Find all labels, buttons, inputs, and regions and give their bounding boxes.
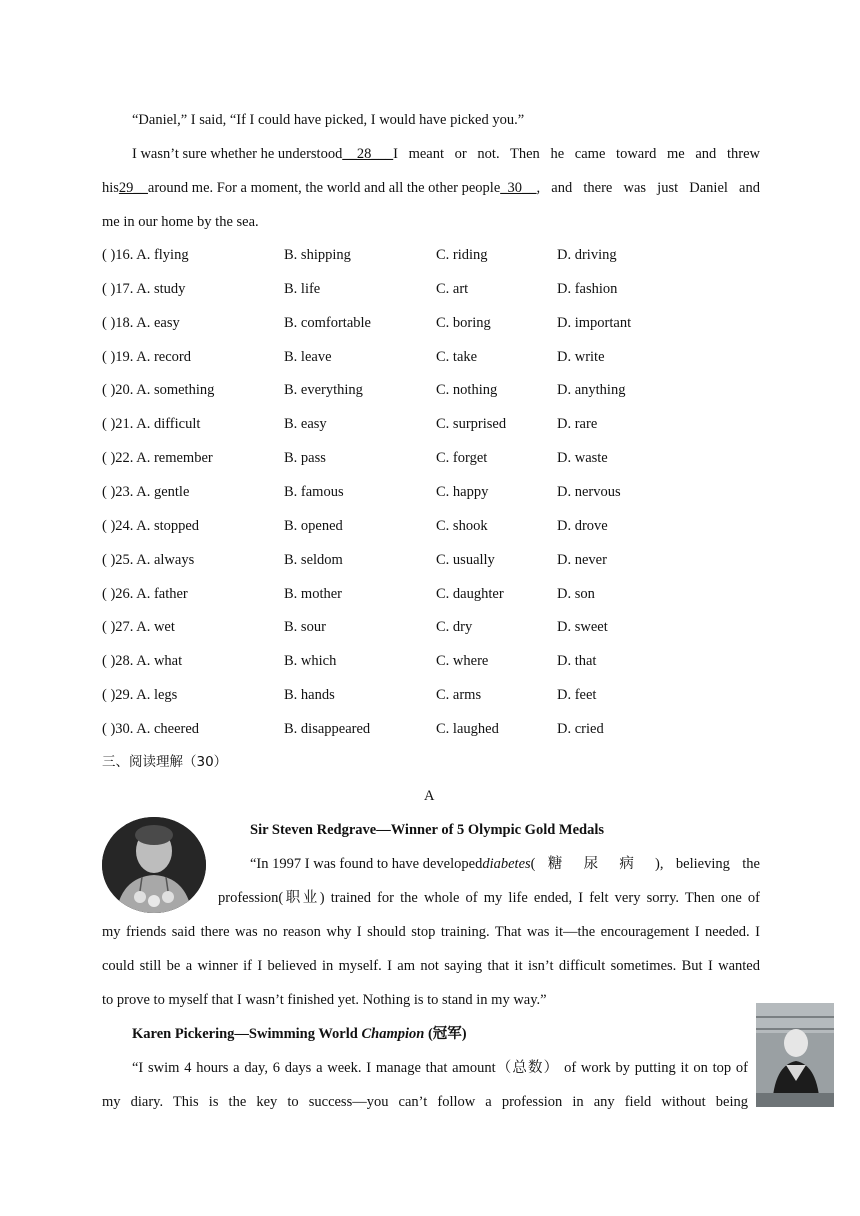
question-option-b: B. sour: [284, 619, 326, 636]
title-italic: Champion: [361, 1026, 425, 1042]
question-option-b: B. mother: [284, 585, 342, 602]
question-option-a: ( )25. A. always: [102, 551, 195, 568]
question-option-b: B. everything: [284, 382, 363, 399]
question-option-c: C. arms: [436, 687, 482, 704]
question-option-d: D. fashion: [557, 280, 618, 297]
question-option-a: ( )24. A. stopped: [102, 517, 200, 534]
question-option-b: B. leave: [284, 348, 332, 365]
passage-line-2: [132, 144, 760, 164]
question-option-d: D. nervous: [557, 483, 621, 500]
passage-text: , and there was just Daniel and: [536, 180, 760, 196]
question-option-a: ( )22. A. remember: [102, 450, 213, 467]
question-option-b: B. comfortable: [284, 314, 371, 331]
question-option-a: ( )28. A. what: [102, 653, 183, 670]
blank-28: __28___: [342, 146, 394, 162]
question-option-b: B. famous: [284, 483, 344, 500]
passage-line-3: [102, 178, 760, 198]
question-option-a: ( )17. A. study: [102, 280, 186, 297]
pickering-photo: [756, 1003, 834, 1107]
question-option-a: ( )30. A. cheered: [102, 720, 200, 737]
passage-text: his: [102, 180, 119, 196]
question-option-c: C. usually: [436, 551, 495, 568]
question-option-d: D. waste: [557, 450, 608, 467]
question-option-c: C. dry: [436, 619, 473, 636]
article-title-2: [132, 1024, 467, 1044]
quote2-line-2: my diary. This is the key to success—you can’t follow a profession in any field without being: [102, 1094, 748, 1110]
question-option-a: ( )19. A. record: [102, 348, 191, 365]
question-option-c: C. happy: [436, 483, 489, 500]
question-option-a: ( )21. A. difficult: [102, 416, 201, 433]
question-option-c: C. where: [436, 653, 489, 670]
question-option-b: B. opened: [284, 517, 343, 534]
question-option-c: C. take: [436, 348, 478, 365]
question-option-a: ( )23. A. gentle: [102, 483, 190, 500]
passage-text: I meant or not. Then he came toward me and threw: [393, 146, 760, 162]
quote-italic: diabetes: [482, 856, 531, 872]
question-option-c: C. forget: [436, 450, 488, 467]
passage-text: I wasn’t sure whether he understood: [132, 146, 343, 162]
question-option-c: C. art: [436, 280, 469, 297]
question-option-b: B. seldom: [284, 551, 343, 568]
section-heading: 三、阅读理解（30）: [102, 754, 228, 770]
quote1-line-1: [250, 854, 760, 874]
question-option-a: ( )27. A. wet: [102, 619, 175, 636]
quote1-line-2: profession(职业) trained for the whole of my life ended, I felt very sorry. Then one of: [218, 890, 760, 906]
question-option-c: C. nothing: [436, 382, 498, 399]
question-option-a: ( )26. A. father: [102, 585, 188, 602]
question-option-d: D. feet: [557, 687, 597, 704]
question-option-b: B. pass: [284, 450, 326, 467]
passage-text: around me. For a moment, the world and all the other people: [147, 180, 501, 196]
question-option-d: D. son: [557, 585, 595, 602]
passage-letter: A: [424, 788, 435, 804]
question-option-d: D. anything: [557, 382, 626, 399]
question-option-b: B. shipping: [284, 247, 351, 263]
quote1-line-5: to prove to myself that I wasn’t finished yet. Nothing is to stand in my way.”: [102, 992, 547, 1008]
question-option-d: D. important: [557, 314, 632, 331]
article-title-1: Sir Steven Redgrave—Winner of 5 Olympic Gold Medals: [250, 822, 605, 838]
quote-text: “In 1997 I was found to have developed: [250, 856, 483, 872]
question-option-b: B. life: [284, 280, 321, 297]
question-option-d: D. rare: [557, 416, 598, 433]
question-option-b: B. disappeared: [284, 720, 371, 737]
title-text: Karen Pickering—Swimming World: [132, 1026, 362, 1042]
quote1-line-3: my friends said there was no reason why I should stop training. That was it—the encouragement I needed. I: [102, 924, 760, 940]
question-option-b: B. easy: [284, 416, 327, 433]
quote2-line-1: “I swim 4 hours a day, 6 days a week. I manage that amount（总数） of work by putting it on top of: [132, 1060, 748, 1076]
blank-29: 29__: [118, 180, 148, 196]
question-option-d: D. never: [557, 551, 607, 568]
title-text: (冠军): [424, 1026, 467, 1042]
question-option-c: C. boring: [436, 314, 491, 331]
quote1-line-4: could still be a winner if I believed in myself. I am not saying that it isn’t difficult sometimes. But I wanted: [102, 958, 760, 974]
question-option-c: C. surprised: [436, 416, 507, 433]
question-option-a: ( )18. A. easy: [102, 314, 180, 331]
question-option-c: C. shook: [436, 517, 488, 534]
question-option-c: C. riding: [436, 247, 488, 263]
passage-line-4: me in our home by the sea.: [102, 214, 259, 230]
blank-30: _30__: [500, 180, 537, 196]
question-option-d: D. write: [557, 348, 605, 365]
question-option-d: D. driving: [557, 247, 617, 263]
question-option-a: ( )29. A. legs: [102, 687, 178, 704]
question-option-d: D. cried: [557, 720, 604, 737]
question-option-c: C. daughter: [436, 585, 504, 602]
question-option-b: B. hands: [284, 687, 335, 704]
redgrave-photo: [102, 817, 206, 913]
question-option-a: ( )20. A. something: [102, 382, 215, 399]
question-option-c: C. laughed: [436, 720, 499, 737]
passage-line-1: “Daniel,” I said, “If I could have picked, I would have picked you.”: [132, 112, 525, 128]
question-option-d: D. sweet: [557, 619, 608, 636]
question-option-a: ( )16. A. flying: [102, 247, 189, 263]
quote-text: ( 糖 尿 病 ), believing the: [530, 856, 760, 872]
question-option-d: D. that: [557, 653, 597, 670]
question-option-b: B. which: [284, 653, 337, 670]
question-option-d: D. drove: [557, 517, 608, 534]
